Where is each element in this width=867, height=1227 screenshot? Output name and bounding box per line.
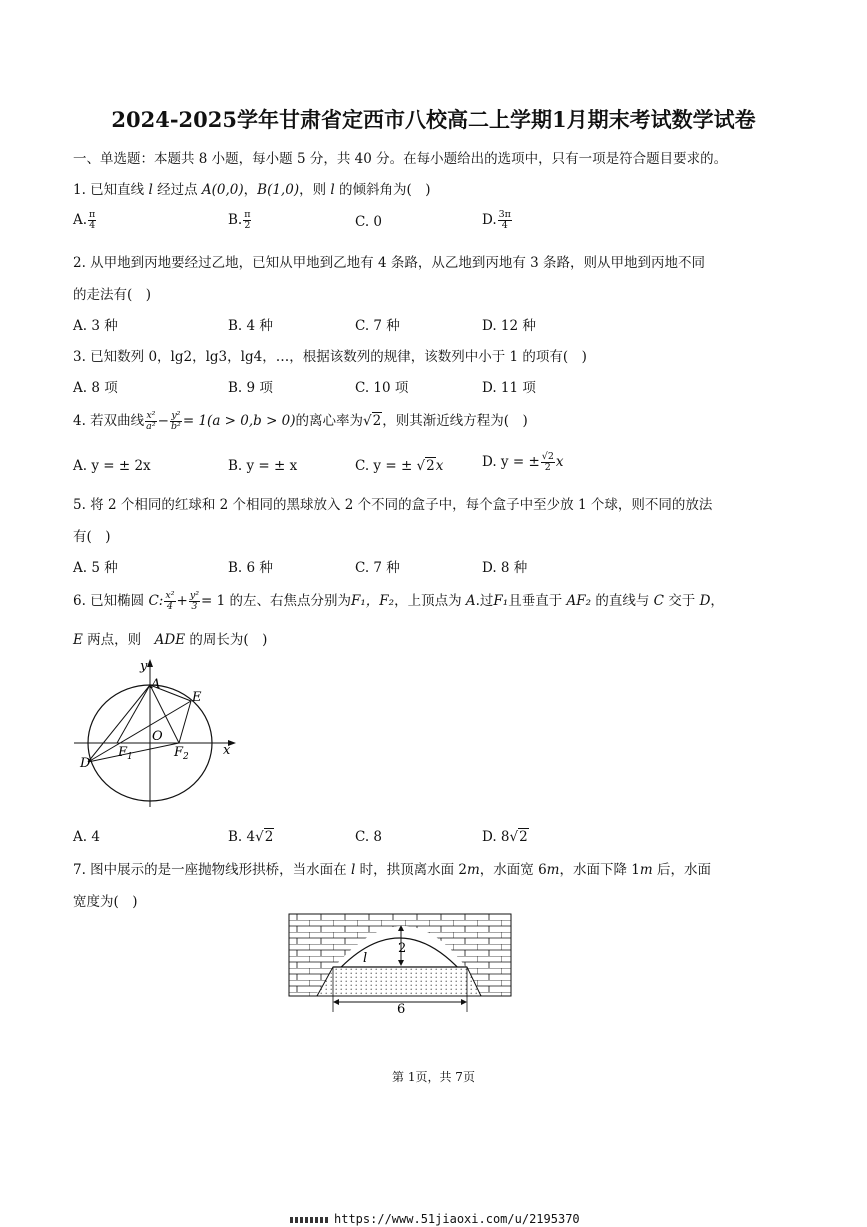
- segment-AF1: [117, 685, 150, 743]
- q3-option-a: A. 8 项: [73, 380, 118, 396]
- water-body: [317, 967, 481, 996]
- q1-option-b: B. $\frac{\pi}{2}$: [228, 209, 251, 231]
- label-A: A: [151, 677, 161, 692]
- q2-option-d: D. 12 种: [482, 318, 536, 334]
- q6-option-c: C. 8: [355, 829, 383, 845]
- question-5-line2: 有( ): [73, 529, 111, 545]
- q5-option-a: A. 5 种: [73, 560, 118, 576]
- label-F1: $F_1$: [118, 745, 133, 762]
- q3-option-c: C. 10 项: [355, 380, 409, 396]
- label-F2: $F_2$: [174, 745, 189, 762]
- q4-option-b: B. y = ± x: [228, 458, 298, 474]
- q6-option-b: B. 4√2: [228, 829, 274, 845]
- question-6-line1: 6. 已知椭圆 C: $\frac{\text{x²}}{4}$ + $\frac{\text{y²}}{3}$ = 1 的左、右焦点分别为F₁，F₂，上顶点为 A.过F₁且垂直于 AF₂ 的直线与 C 交于 D，: [73, 590, 724, 612]
- question-2-line2: 的走法有( ): [73, 287, 152, 303]
- q2-option-c: C. 7 种: [355, 318, 400, 334]
- width-arrow-right: [461, 999, 467, 1005]
- q5-option-d: D. 8 种: [482, 560, 528, 576]
- label-y: y: [140, 659, 148, 674]
- question-7-line2: 宽度为( ): [73, 894, 138, 910]
- q4-option-c: C. y = ± √2x: [355, 458, 444, 474]
- q1-option-d: D. $\frac{3\pi}{4}$: [482, 209, 511, 231]
- q5-option-b: B. 6 种: [228, 560, 273, 576]
- label-height-2: 2: [398, 941, 407, 956]
- q5-option-c: C. 7 种: [355, 560, 400, 576]
- question-3: 3. 已知数列 0，lg2，lg3，lg4，…，根据该数列的规律，该数列中小于 1 的项有( ): [73, 349, 587, 365]
- label-l: l: [363, 951, 368, 966]
- segment-DF2: [88, 743, 179, 762]
- q1-option-c: C. 0: [355, 214, 383, 230]
- arch-bridge-figure: [285, 908, 515, 1018]
- question-6-line2: E 两点，则 ADE 的周长为( ): [73, 632, 268, 648]
- page-title: 2024-2025学年甘肃省定西市八校高二上学期1月期末考试数学试卷: [111, 107, 756, 132]
- question-4: 4. 若双曲线 $\frac{\text{x²}}{\text{a²}}$ − $\frac{\text{y²}}{\text{b²}}$ = 1(a > 0,b > 0)的离心率为√2，则其渐近线方程为( ): [73, 410, 528, 432]
- question-2-line1: 2. 从甲地到丙地要经过乙地，已知从甲地到乙地有 4 条路，从乙地到丙地有 3 条路，则从甲地到丙地不同: [73, 255, 706, 271]
- question-7-line1: 7. 图中展示的是一座抛物线形拱桥，当水面在 l 时，拱顶离水面 2m，水面宽 6m，水面下降 1m 后，水面: [73, 862, 711, 878]
- label-width-6: 6: [397, 1002, 406, 1017]
- width-arrow-left: [333, 999, 339, 1005]
- y-axis-arrow: [147, 659, 153, 667]
- question-5-line1: 5. 将 2 个相同的红球和 2 个相同的黑球放入 2 个不同的盒子中，每个盒子中至少放 1 个球，则不同的放法: [73, 497, 713, 513]
- question-1: 1. 已知直线 l 经过点 A(0,0)，B(1,0)，则 l 的倾斜角为( ): [73, 182, 431, 198]
- q2-option-b: B. 4 种: [228, 318, 273, 334]
- label-E: E: [192, 690, 202, 705]
- q4-option-d: D. y = ± $\frac{√2}{2}$ x: [482, 451, 564, 473]
- watermark-url: https://www.51jiaoxi.com/u/2195370: [290, 1212, 580, 1226]
- label-x: x: [223, 743, 231, 758]
- ellipse-figure: [70, 655, 240, 815]
- q3-option-b: B. 9 项: [228, 380, 273, 396]
- page-footer: 第 1页，共 7页: [392, 1070, 475, 1084]
- q1-option-a: A. $\frac{\pi}{4}$: [73, 209, 96, 231]
- q4-option-a: A. y = ± 2x: [73, 458, 151, 474]
- q2-option-a: A. 3 种: [73, 318, 118, 334]
- q6-option-a: A. 4: [73, 829, 100, 845]
- label-D: D: [80, 756, 91, 771]
- q3-option-d: D. 11 项: [482, 380, 536, 396]
- section-header: 一、单选题：本题共 8 小题，每小题 5 分，共 40 分。在每小题给出的选项中，只有一项是符合题目要求的。: [73, 151, 728, 167]
- q6-option-d: D. 8√2: [482, 829, 528, 845]
- label-O: O: [152, 729, 163, 744]
- watermark-logo: [290, 1217, 328, 1223]
